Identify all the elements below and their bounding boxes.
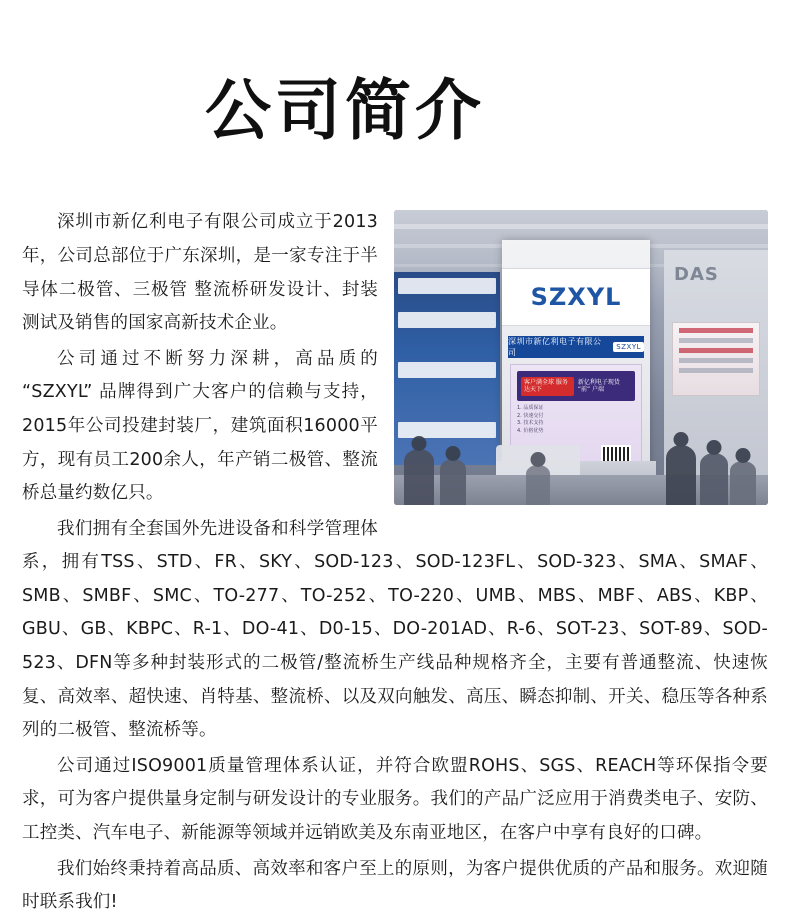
booth-company-name-text: 深圳市新亿利电子有限公司 <box>508 337 602 358</box>
visitor-silhouette <box>700 453 728 505</box>
poster-badge: 客户满全球 服务达天下 <box>521 377 574 395</box>
photo-background <box>394 210 768 505</box>
booth-logo: SZXYL <box>530 283 622 312</box>
poster-line <box>679 358 753 363</box>
poster-body-line: 2. 快速交付 <box>517 412 544 419</box>
booth-logo-band <box>502 268 650 326</box>
ceiling-beam <box>394 224 768 229</box>
booth-company-name <box>508 336 644 358</box>
paragraph-certification: 公司通过ISO9001质量管理体系认证，并符合欧盟ROHS、SGS、REACH等环保指令要求，可为客户提供量身定制与研发设计的专业服务。我们的产品广泛应用于消费类电子、安防、工控类、汽车电子、新能源等领域并远销欧美及东南亚地区，在客户中享有良好的口碑。 <box>22 755 768 844</box>
company-profile-page <box>0 44 790 913</box>
paragraph-intro: 深圳市新亿利电子有限公司成立于2013年，公司总部位于广东深圳，是一家专注于半导体二极管、三极管 整流桥研发设计、封装测试及销售的国家高新技术企业。 <box>22 212 378 334</box>
exhibition-booth-photo <box>394 210 768 505</box>
poster-body-line: 1. 品质保证 <box>517 405 544 412</box>
visitor-head <box>446 446 461 461</box>
paragraph-products: 我们拥有全套国外先进设备和科学管理体系，拥有TSS、STD、FR、SKY、SOD-123、SOD-123FL、SOD-323、SMA、SMAF、SMB、SMBF、SMC、TO-277、TO-252、TO-220、UMB、MBS、MBF、ABS、KBP、GBU、GB、KBPC、R-1、DO-41、D0-15、DO-201AD、R-6、SOT-23、SOT-89、SOD-523、DFN等多种封装形式的二极管/整流桥生产线品种规格齐全，主要有普通整流、快速恢复、高效率、超快速、肖特基、整流桥、以及双向触发、高压、瞬态抑制、开关、稳压等各种系列的二极管、整流桥等。 <box>22 518 768 741</box>
visitor-silhouette <box>526 465 550 505</box>
wall-banner <box>398 278 496 294</box>
poster-line <box>679 328 753 333</box>
poster-header-text: 新亿利电子现货 “前” 户端 <box>577 378 620 394</box>
visitor-head <box>707 440 722 455</box>
booth-company-name-tag: SZXYL <box>613 342 644 352</box>
poster-line <box>679 348 753 353</box>
paragraph-closing: 我们始终秉持着高品质、高效率和客户至上的原则，为客户提供优质的产品和服务。欢迎随时联系我们! <box>22 858 768 913</box>
poster-body-line: 4. 价格优势 <box>517 427 544 434</box>
poster-line <box>679 368 753 373</box>
visitor-head <box>736 448 751 463</box>
wall-banner <box>398 312 496 328</box>
visitor-head <box>412 436 427 451</box>
paragraph-brand: 公司通过不断努力深耕，高品质的 “SZXYL” 品牌得到广大客户的信赖与支持，2015年公司投建封装厂，建筑面积16000平方，现有员工200余人，年产销二极管、整流桥总量约数亿只。 <box>22 348 378 504</box>
visitor-silhouette <box>730 461 756 505</box>
poster-line <box>679 338 753 343</box>
poster-header <box>517 371 635 401</box>
visitor-silhouette <box>404 449 434 505</box>
wall-banner <box>398 422 496 438</box>
neighbor-booth-logo: DAS <box>674 264 719 286</box>
poster-body <box>517 405 635 435</box>
visitor-silhouette <box>666 445 696 505</box>
wall-banner <box>398 362 496 378</box>
neighbor-booth-poster <box>672 322 760 396</box>
poster-body-line: 3. 技术支持 <box>517 420 544 427</box>
left-exhibit-wall <box>394 272 500 465</box>
visitor-head <box>674 432 689 447</box>
content-body <box>0 192 790 921</box>
visitor-head <box>531 452 546 467</box>
visitor-silhouette <box>440 459 466 505</box>
page-title: 公司简介 <box>205 72 485 150</box>
